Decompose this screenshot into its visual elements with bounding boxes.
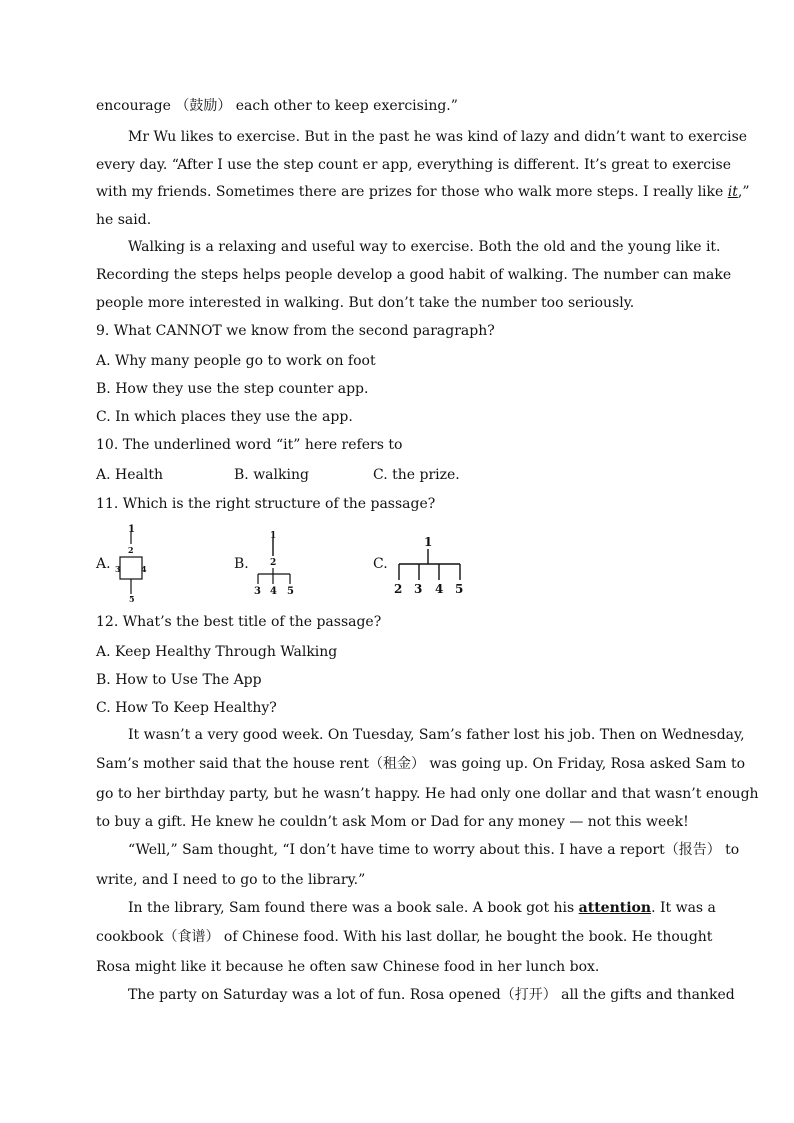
structure-diagram-c (392, 532, 472, 598)
passage1-line-5: he said. (96, 212, 152, 228)
diagram-a-node-1: 1 (128, 524, 135, 535)
passage2-line-2: Sam’s mother said that the house rent（租金） was going up. On Friday, Rosa asked Sam to (96, 756, 745, 772)
diagram-a-node-5: 5 (129, 594, 135, 604)
question-10-option-b: B. walking (234, 467, 309, 483)
underlined-word-it: it (727, 184, 738, 200)
diagram-b-node-4: 4 (270, 586, 277, 597)
structure-diagram-a (110, 522, 154, 604)
diagram-c-node-5: 5 (455, 582, 464, 596)
structure-diagram-b (250, 528, 300, 598)
diagram-b-node-1: 1 (270, 531, 277, 541)
diagram-c-node-3: 3 (414, 582, 423, 596)
question-12-option-b: B. How to Use The App (96, 672, 262, 688)
question-9-option-b: B. How they use the step counter app. (96, 381, 369, 397)
passage2-line-1: It wasn’t a very good week. On Tuesday, Sam’s father lost his job. Then on Wednesday, (128, 727, 745, 743)
diagram-a-node-2: 2 (128, 545, 134, 555)
passage1-line-2: Mr Wu likes to exercise. But in the past he was kind of lazy and didn’t want to exercise (128, 129, 748, 145)
diagram-b-node-3: 3 (254, 586, 261, 597)
question-10-option-a: A. Health (96, 467, 163, 483)
diagram-c-node-2: 2 (394, 582, 403, 596)
passage1-line-7: Recording the steps helps people develop a good habit of walking. The number can make (96, 267, 732, 283)
question-11-option-b: B. (234, 556, 249, 572)
passage2-line-8: cookbook（食谱） of Chinese food. With his last dollar, he bought the book. He thought (96, 929, 713, 945)
diagram-b-node-2: 2 (270, 558, 277, 568)
passage2-line-5: “Well,” Sam thought, “I don’t have time to worry about this. I have a report（报告） to (128, 842, 740, 858)
question-10-option-c: C. the prize. (373, 467, 460, 483)
passage2-line-6: write, and I need to go to the library.” (96, 872, 366, 888)
question-11-stem: 11. Which is the right structure of the passage? (96, 496, 436, 512)
passage1-line-4 (96, 183, 749, 201)
passage1-line-8: people more interested in walking. But don’t take the number too seriously. (96, 295, 635, 311)
passage2-line-7 (128, 899, 716, 917)
diagram-c-node-1: 1 (424, 535, 433, 549)
diagram-a-node-3: 3 (115, 564, 121, 574)
passage1-line-4-end: ,” (737, 184, 750, 200)
passage2-line-7-text: In the library, Sam found there was a book sale. A book got his (128, 900, 579, 916)
question-9-option-c: C. In which places they use the app. (96, 409, 353, 425)
passage2-line-7-end: . It was a (651, 900, 716, 916)
question-12-stem: 12. What’s the best title of the passage? (96, 614, 382, 630)
diagram-a-node-4: 4 (141, 564, 147, 574)
question-9-option-a: A. Why many people go to work on foot (96, 353, 376, 369)
passage2-line-10: The party on Saturday was a lot of fun. Rosa opened（打开） all the gifts and thanked (128, 987, 735, 1003)
passage1-line-3: every day. “After I use the step count er app, everything is different. It’s great to exercise (96, 157, 732, 173)
underlined-word-attention: attention (578, 900, 652, 916)
passage1-line-4-text: with my friends. Sometimes there are prizes for those who walk more steps. I really like (96, 184, 728, 200)
question-9-stem: 9. What CANNOT we know from the second paragraph? (96, 323, 495, 339)
passage1-line-1: encourage （鼓励） each other to keep exercising.” (96, 98, 458, 114)
question-12-option-a: A. Keep Healthy Through Walking (96, 644, 338, 660)
question-10-stem: 10. The underlined word “it” here refers to (96, 437, 403, 453)
question-12-option-c: C. How To Keep Healthy? (96, 700, 277, 716)
question-11-option-a: A. (96, 556, 111, 572)
passage2-line-9: Rosa might like it because he often saw Chinese food in her lunch box. (96, 959, 600, 975)
diagram-c-node-4: 4 (435, 582, 444, 596)
passage2-line-3: go to her birthday party, but he wasn’t happy. He had only one dollar and that wasn’t enough (96, 786, 759, 802)
passage2-line-4: to buy a gift. He knew he couldn’t ask Mom or Dad for any money — not this week! (96, 814, 689, 830)
passage1-line-6: Walking is a relaxing and useful way to exercise. Both the old and the young like it. (128, 239, 721, 255)
question-11-option-c: C. (373, 556, 388, 572)
diagram-b-node-5: 5 (287, 586, 294, 597)
